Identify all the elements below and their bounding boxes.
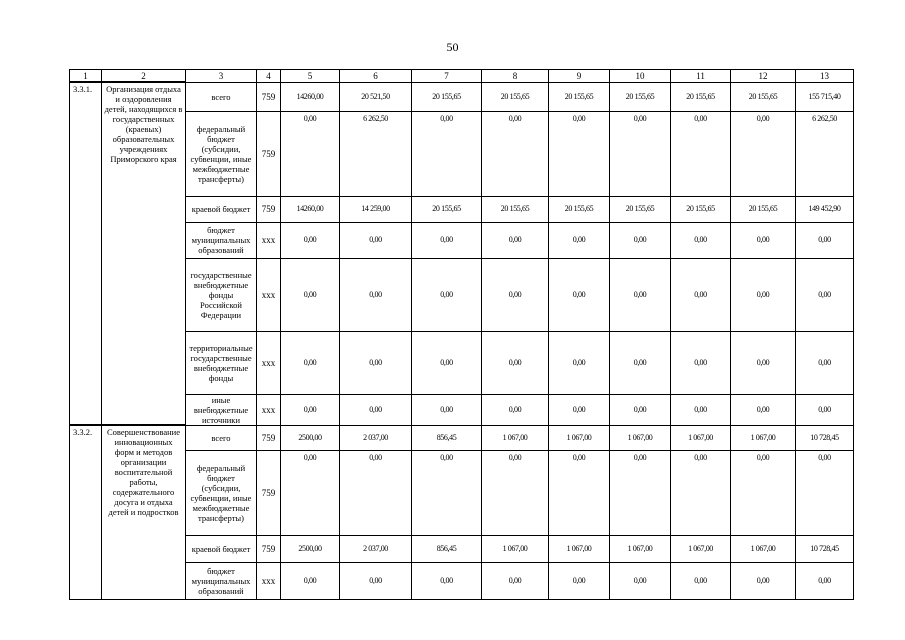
amount-cell: 0,00 (731, 258, 796, 331)
amount-cell: 1 067,00 (671, 535, 731, 562)
amount-cell: 10 728,45 (796, 425, 854, 450)
amount-cell: 155 715,40 (796, 82, 854, 111)
item-number: 3.3.1. (70, 82, 102, 425)
amount-cell: 0,00 (340, 222, 412, 258)
column-header: 5 (281, 70, 340, 83)
budget-code: ххх (257, 331, 281, 394)
amount-cell: 0,00 (731, 562, 796, 599)
funding-source: федеральный бюджет (субсидии, субвенции, иные межбюджетные трансферты) (186, 450, 257, 535)
amount-cell: 14260,00 (281, 82, 340, 111)
amount-cell: 0,00 (281, 258, 340, 331)
item-name: Совершенствование инновационных форм и методов организации воспитательной работы, содержательного досуга и отдыха детей и подростков (102, 425, 186, 599)
table-header-row (70, 70, 854, 83)
amount-cell: 0,00 (671, 562, 731, 599)
amount-cell: 20 155,65 (731, 196, 796, 222)
table-row (70, 450, 854, 535)
amount-cell: 20 155,65 (482, 196, 549, 222)
amount-cell: 1 067,00 (610, 535, 671, 562)
amount-cell: 0,00 (796, 258, 854, 331)
amount-cell: 20 155,65 (412, 196, 482, 222)
amount-cell: 1 067,00 (610, 425, 671, 450)
amount-cell: 20 155,65 (412, 82, 482, 111)
amount-cell: 0,00 (671, 258, 731, 331)
table-row (70, 222, 854, 258)
amount-cell: 0,00 (482, 331, 549, 394)
column-header: 3 (186, 70, 257, 83)
amount-cell: 20 155,65 (482, 82, 549, 111)
budget-code: 759 (257, 535, 281, 562)
amount-cell: 0,00 (412, 450, 482, 535)
amount-cell: 1 067,00 (731, 535, 796, 562)
amount-cell: 0,00 (412, 111, 482, 196)
amount-cell: 20 155,65 (671, 196, 731, 222)
amount-cell: 20 155,65 (549, 82, 610, 111)
amount-cell: 20 155,65 (731, 82, 796, 111)
amount-cell: 0,00 (671, 394, 731, 425)
amount-cell: 14260,00 (281, 196, 340, 222)
table-row (70, 331, 854, 394)
column-header: 7 (412, 70, 482, 83)
amount-cell: 0,00 (549, 258, 610, 331)
amount-cell: 0,00 (610, 258, 671, 331)
amount-cell: 2500,00 (281, 535, 340, 562)
amount-cell: 0,00 (610, 450, 671, 535)
table-row (70, 111, 854, 196)
amount-cell: 0,00 (482, 450, 549, 535)
amount-cell: 6 262,50 (340, 111, 412, 196)
amount-cell: 1 067,00 (482, 425, 549, 450)
amount-cell: 0,00 (482, 111, 549, 196)
amount-cell: 0,00 (340, 331, 412, 394)
amount-cell: 1 067,00 (549, 535, 610, 562)
column-header: 9 (549, 70, 610, 83)
amount-cell: 6 262,50 (796, 111, 854, 196)
column-header: 11 (671, 70, 731, 83)
amount-cell: 2500,00 (281, 425, 340, 450)
budget-code: ххх (257, 562, 281, 599)
budget-code: ххх (257, 394, 281, 425)
funding-source: краевой бюджет (186, 196, 257, 222)
amount-cell: 1 067,00 (482, 535, 549, 562)
amount-cell: 0,00 (281, 562, 340, 599)
table-row (70, 258, 854, 331)
amount-cell: 1 067,00 (549, 425, 610, 450)
amount-cell: 0,00 (281, 111, 340, 196)
amount-cell: 0,00 (671, 331, 731, 394)
amount-cell: 0,00 (412, 394, 482, 425)
item-number: 3.3.2. (70, 425, 102, 599)
funding-source: территориальные государственные внебюджетные фонды (186, 331, 257, 394)
amount-cell: 20 155,65 (610, 82, 671, 111)
amount-cell: 0,00 (671, 111, 731, 196)
amount-cell: 0,00 (731, 331, 796, 394)
funding-source: государственные внебюджетные фонды Российской Федерации (186, 258, 257, 331)
table-row (70, 196, 854, 222)
amount-cell: 0,00 (610, 562, 671, 599)
column-header: 1 (70, 70, 102, 83)
amount-cell: 0,00 (796, 331, 854, 394)
amount-cell: 0,00 (340, 394, 412, 425)
amount-cell: 0,00 (549, 394, 610, 425)
amount-cell: 0,00 (796, 222, 854, 258)
funding-source: бюджет муниципальных образований (186, 562, 257, 599)
amount-cell: 0,00 (281, 394, 340, 425)
amount-cell: 856,45 (412, 535, 482, 562)
table-row (70, 394, 854, 425)
column-header: 2 (102, 70, 186, 83)
item-name: Организация отдыха и оздоровления детей, находящихся в государственных (краевых) образовательных учреждениях Приморского края (102, 82, 186, 425)
amount-cell: 0,00 (731, 394, 796, 425)
amount-cell: 0,00 (549, 450, 610, 535)
amount-cell: 0,00 (482, 222, 549, 258)
funding-source: иные внебюджетные источники (186, 394, 257, 425)
amount-cell: 10 728,45 (796, 535, 854, 562)
amount-cell: 20 155,65 (549, 196, 610, 222)
amount-cell: 0,00 (340, 258, 412, 331)
amount-cell: 0,00 (610, 222, 671, 258)
amount-cell: 0,00 (281, 331, 340, 394)
amount-cell: 0,00 (796, 394, 854, 425)
funding-source: федеральный бюджет (субсидии, субвенции, иные межбюджетные трансферты) (186, 111, 257, 196)
amount-cell: 0,00 (281, 222, 340, 258)
amount-cell: 0,00 (549, 331, 610, 394)
column-header: 12 (731, 70, 796, 83)
table-row (70, 562, 854, 599)
column-header: 13 (796, 70, 854, 83)
amount-cell: 0,00 (610, 394, 671, 425)
page-number: 50 (446, 40, 459, 54)
amount-cell: 0,00 (482, 258, 549, 331)
amount-cell: 0,00 (412, 258, 482, 331)
amount-cell: 0,00 (549, 111, 610, 196)
amount-cell: 14 259,00 (340, 196, 412, 222)
budget-code: 759 (257, 450, 281, 535)
column-header: 6 (340, 70, 412, 83)
amount-cell: 0,00 (671, 222, 731, 258)
budget-code: 759 (257, 82, 281, 111)
amount-cell: 20 155,65 (610, 196, 671, 222)
amount-cell: 0,00 (671, 450, 731, 535)
amount-cell: 1 067,00 (731, 425, 796, 450)
amount-cell: 0,00 (610, 111, 671, 196)
amount-cell: 0,00 (731, 222, 796, 258)
amount-cell: 0,00 (731, 450, 796, 535)
budget-code: 759 (257, 111, 281, 196)
funding-source: краевой бюджет (186, 535, 257, 562)
amount-cell: 0,00 (482, 562, 549, 599)
budget-code: ххх (257, 222, 281, 258)
amount-cell: 2 037,00 (340, 535, 412, 562)
amount-cell: 0,00 (610, 331, 671, 394)
column-header: 8 (482, 70, 549, 83)
table-row (70, 535, 854, 562)
amount-cell: 2 037,00 (340, 425, 412, 450)
amount-cell: 1 067,00 (671, 425, 731, 450)
amount-cell: 0,00 (340, 562, 412, 599)
budget-code: ххх (257, 258, 281, 331)
table-row (70, 82, 854, 111)
funding-source: всего (186, 82, 257, 111)
column-header: 4 (257, 70, 281, 83)
column-header: 10 (610, 70, 671, 83)
budget-code: 759 (257, 196, 281, 222)
amount-cell: 20 155,65 (671, 82, 731, 111)
amount-cell: 0,00 (412, 562, 482, 599)
amount-cell: 0,00 (412, 331, 482, 394)
amount-cell: 0,00 (482, 394, 549, 425)
amount-cell: 0,00 (731, 111, 796, 196)
table-row (70, 425, 854, 450)
budget-table (69, 69, 854, 600)
funding-source: всего (186, 425, 257, 450)
amount-cell: 0,00 (549, 562, 610, 599)
funding-source: бюджет муниципальных образований (186, 222, 257, 258)
amount-cell: 20 521,50 (340, 82, 412, 111)
amount-cell: 149 452,90 (796, 196, 854, 222)
amount-cell: 0,00 (796, 562, 854, 599)
amount-cell: 0,00 (549, 222, 610, 258)
amount-cell: 856,45 (412, 425, 482, 450)
amount-cell: 0,00 (281, 450, 340, 535)
amount-cell: 0,00 (412, 222, 482, 258)
amount-cell: 0,00 (796, 450, 854, 535)
budget-code: 759 (257, 425, 281, 450)
amount-cell: 0,00 (340, 450, 412, 535)
